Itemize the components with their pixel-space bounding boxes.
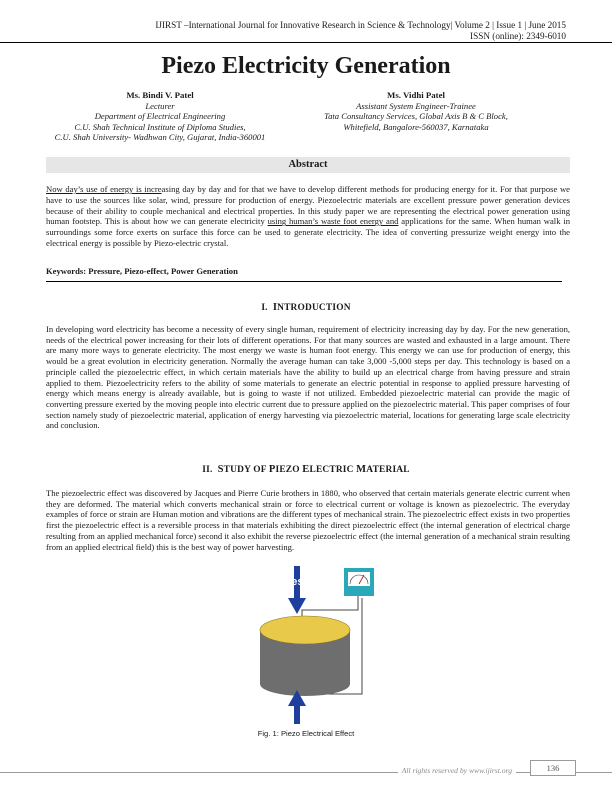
author-department: Department of Electrical Engineering	[94, 111, 226, 121]
author-role: Assistant System Engineer-Trainee	[356, 100, 476, 111]
journal-header-line1: IJIRST –International Journal for Innovative Research in Science & Technology| Volume 2 | Issue 1 | June 2015	[155, 20, 566, 30]
keywords: Keywords: Pressure, Piezo-effect, Power Generation	[46, 266, 238, 276]
footer-divider	[0, 772, 612, 773]
footer-rights	[398, 766, 516, 775]
section-title-rest: ATERIAL	[366, 465, 410, 475]
author-company: Tata Consultancy Services, Global Axis B & C Block,	[324, 111, 508, 121]
abstract-underlined-start: Now day’s use of energy is incre	[46, 184, 162, 194]
author-name: Ms. Bindi V. Patel	[126, 90, 194, 100]
abstract-body	[46, 184, 570, 249]
section-title-rest: NTRODUCTION	[277, 303, 351, 313]
author-role: Lecturer	[145, 100, 175, 111]
abstract-divider	[46, 281, 562, 282]
section-heading-introduction	[0, 302, 612, 313]
abstract-text-part1: asing day by day and for that we have to develop different methods for producing energy for it. For that purpose we have to use the sources like solar, wind, pressure for production of energy. Piezoelectric materials are excellent pressure power generation devices because of their ability to couple mechanical and electrical properties. In this study paper we are representing the electrical power generation using human footstep. This is about how we can generate electricity	[46, 184, 570, 227]
piezo-effect-figure	[258, 562, 380, 724]
section-title-rest: IEZO	[275, 465, 303, 475]
page-number: 136	[530, 760, 576, 776]
author-university: C.U. Shah University- Wadhwan City, Gujarat, India-360001	[54, 132, 266, 142]
section-heading-study	[0, 464, 612, 475]
section-initial: E	[302, 464, 310, 475]
abstract-heading: Abstract	[46, 157, 570, 173]
piezo-crystal-top	[260, 616, 350, 644]
author-location: Whitefield, Bangalore-560037, Karnataka	[343, 121, 489, 132]
section-initial: P	[268, 464, 276, 475]
stress-label: Stress	[276, 576, 310, 588]
footer-rights-text: All rights reserved by	[401, 766, 469, 775]
footer-site-link[interactable]: www.ijirst.org	[468, 766, 512, 775]
abstract-text-part2: applications for the same. When human walk in surroundings some force exerts on surface this force can be used to generate electricity. The idea of converting pressurize weight energy into the electrical energy is possible by Piezo-electric crystal.	[46, 216, 570, 248]
section-title-rest: LECTRIC	[309, 465, 357, 475]
section-number: I.	[261, 303, 268, 313]
author-name: Ms. Vidhi Patel	[387, 90, 445, 100]
piezo-crystal-bottom	[260, 672, 350, 696]
section-initial: S	[217, 464, 224, 475]
header-divider	[0, 42, 612, 43]
section-initial: I	[272, 302, 278, 313]
author-block-1	[40, 90, 280, 143]
introduction-paragraph: In developing word electricity has become a necessity of every single human, requirement of electricity increasing day by day. For the new generation, needs of the electrical power increasing for their lots of different operations. For that many sources are wasted and exhausted in a large amount. There are many more ways to generate electricity. The most energy we waste is human foot energy. This energy we can use for production of energy, this would be a great evolution in electricity generation. Normally the average human can take 3,000 -5,000 steps per day. This technology is based on a principle called the piezoelectric effect, in which certain materials have the ability to build up an electrical charge from having pressure and strain applied to them. Piezoelectricity refers to the ability of some materials to generate an electric potential in response to applied pressure harvesting of energy which means energy is already available, but is going to waste if not utilized. Embedded piezoelectric material can provide the magic of converting pressure exerted by the moving people into electric current due to pressure applied on the piezoelectric material. This paper comprises of four section namely study of piezoelectric material, application of energy harvesting via piezoelectric material, locations for generating large scale electricity and conclusion.	[46, 324, 570, 431]
paper-title: Piezo Electricity Generation	[161, 53, 451, 79]
abstract-underlined-mid: using human’s waste foot energy and	[267, 216, 399, 227]
author-block-2	[300, 90, 532, 132]
section-number: II.	[202, 465, 213, 475]
study-paragraph: The piezoelectric effect was discovered by Jacques and Pierre Curie brothers in 1880, who observed that certain materials generate electric current when they are deformed. The material which converts mechanical strain or force to electrical current or voltage is known as piezoelectric. The everyday examples of force or strain are Human motion and vibrations are the different types of mechanical strain. The piezoelectric effect exists in two properties first the piezoelectric effect is a reversible process in that materials exhibiting the direct piezoelectric effect (the internal generation of electrical charge resulting from an applied mechanical force) second it also exhibit the reverse piezoelectric effect (the internal generation of a mechanical strain resulting from an applied electrical field) this is the best way of power harvesting.	[46, 488, 570, 552]
section-initial: M	[356, 464, 367, 475]
figure-caption: Fig. 1: Piezo Electrical Effect	[257, 729, 355, 738]
journal-header	[155, 20, 566, 42]
stress-arrow-top-head	[288, 598, 306, 614]
journal-header-issn: ISSN (online): 2349-6010	[470, 31, 566, 41]
section-title-rest: TUDY OF	[223, 465, 269, 475]
author-institute: C.U. Shah Technical Institute of Diploma Studies,	[74, 121, 246, 132]
